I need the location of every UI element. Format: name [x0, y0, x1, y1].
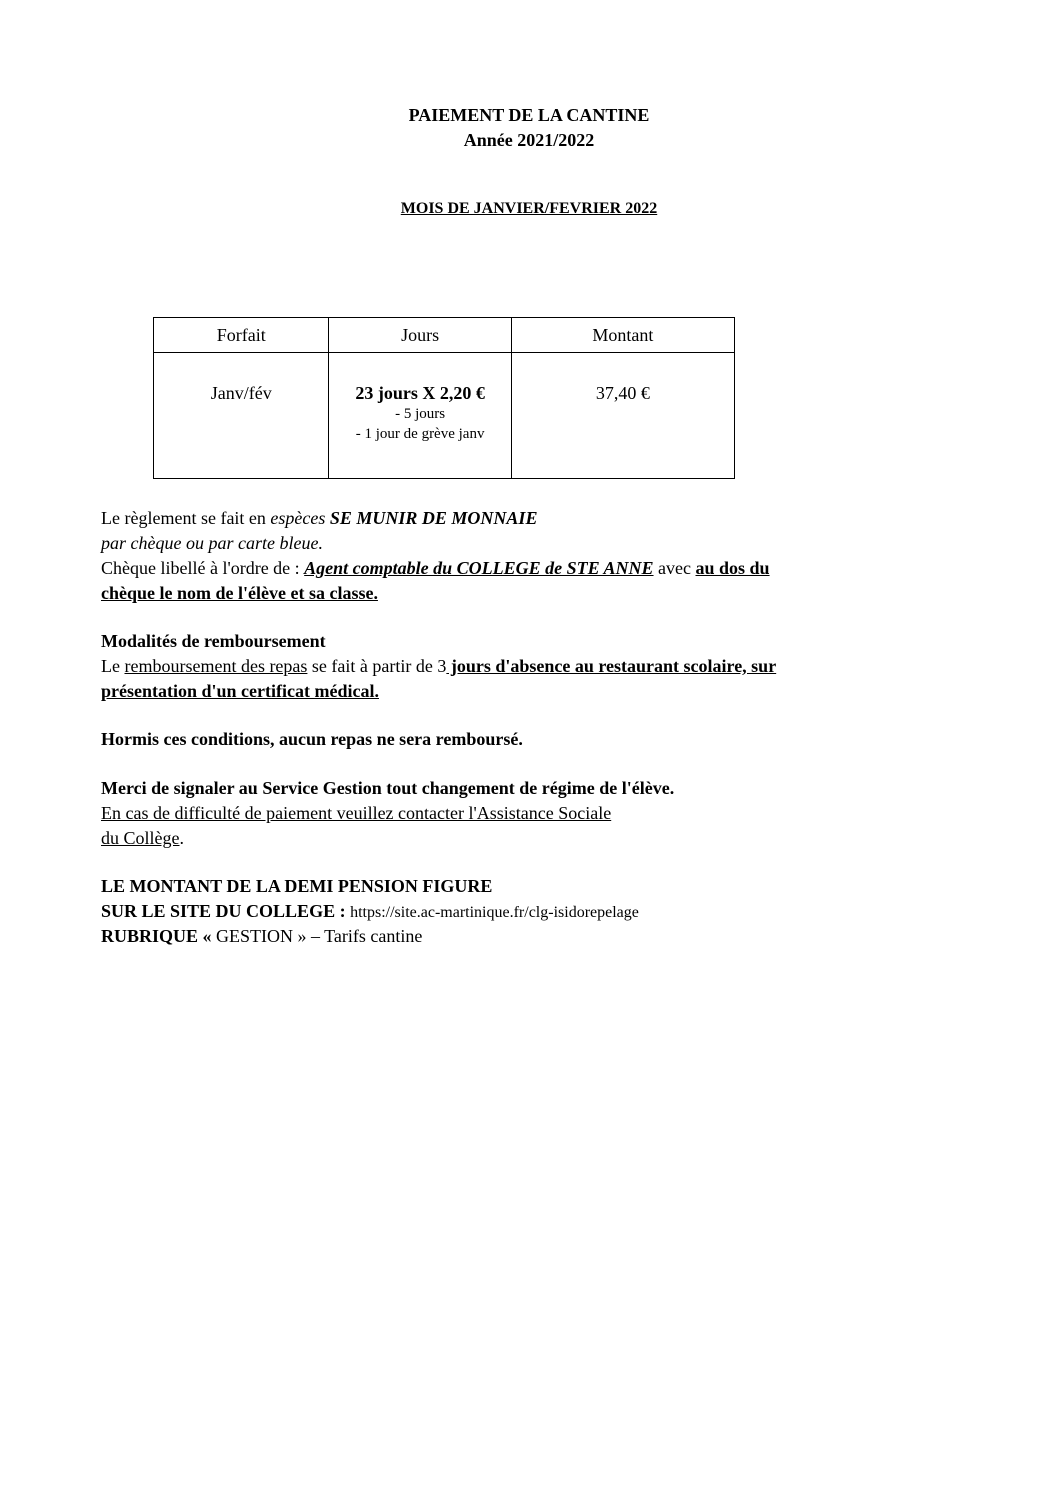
payment-especes: espèces: [270, 508, 326, 528]
cell-jours: [329, 353, 511, 479]
header-montant: Montant: [511, 318, 734, 353]
footer-site-label: SUR LE SITE DU COLLEGE :: [101, 901, 351, 921]
payment-line-1: [101, 506, 537, 530]
refund-line-2: présentation d'un certificat médical.: [101, 681, 379, 701]
tariff-table: [153, 317, 735, 479]
refund-line-1: [101, 654, 776, 678]
table-header-row: [154, 318, 735, 353]
jours-deduction-2: - 1 jour de grève janv: [355, 426, 485, 442]
refund-text-c: se fait à partir de 3: [307, 656, 447, 676]
refund-repas: remboursement des repas: [124, 656, 308, 676]
school-year: Année 2021/2022: [463, 130, 595, 150]
refund-notice: Hormis ces conditions, aucun repas ne sera remboursé.: [101, 729, 523, 749]
jours-deduction-1: - 5 jours: [395, 406, 446, 422]
footer-url[interactable]: https://site.ac-martinique.fr/clg-isidorepelage: [350, 904, 639, 921]
header-forfait: Forfait: [154, 318, 329, 353]
footer-line-2: [101, 899, 639, 925]
footer-line-1: LE MONTANT DE LA DEMI PENSION FIGURE: [101, 876, 493, 896]
document-title: PAIEMENT DE LA CANTINE: [408, 105, 650, 125]
contact-line-1: Merci de signaler au Service Gestion tout changement de régime de l'élève.: [101, 778, 675, 798]
refund-absence: jours d'absence au restaurant scolaire, sur: [446, 656, 777, 676]
contact-period: .: [179, 828, 184, 848]
payment-line-3: [101, 556, 770, 580]
payment-text: Le règlement se fait en: [101, 508, 271, 528]
footer-line-3: [101, 924, 422, 948]
contact-line-2: En cas de difficulté de paiement veuillez contacter l'Assistance Sociale: [101, 803, 612, 823]
payment-line-4: chèque le nom de l'élève et sa classe.: [101, 583, 378, 603]
cell-forfait: Janv/fév: [154, 353, 329, 479]
refund-heading: Modalités de remboursement: [101, 631, 326, 651]
cheque-avec: avec: [653, 558, 696, 578]
month-heading: MOIS DE JANVIER/FEVRIER 2022: [400, 200, 658, 217]
payment-line-2: par chèque ou par carte bleue.: [101, 533, 323, 553]
footer-gestion: GESTION » – Tarifs cantine: [216, 926, 423, 946]
contact-line-3: [101, 826, 184, 850]
cell-montant: 37,40 €: [511, 353, 734, 479]
payment-monnaie: SE MUNIR DE MONNAIE: [325, 508, 538, 528]
cheque-dos: au dos du: [695, 558, 770, 578]
cheque-payee: Agent comptable du COLLEGE de STE ANNE: [304, 558, 654, 578]
jours-main: 23 jours X 2,20 €: [355, 383, 485, 403]
refund-text-a: Le: [101, 656, 125, 676]
footer-rubrique: RUBRIQUE «: [101, 926, 217, 946]
header-jours: Jours: [329, 318, 511, 353]
contact-college: du Collège: [101, 828, 180, 848]
cheque-text: Chèque libellé à l'ordre de :: [101, 558, 305, 578]
table-row: [154, 353, 735, 479]
